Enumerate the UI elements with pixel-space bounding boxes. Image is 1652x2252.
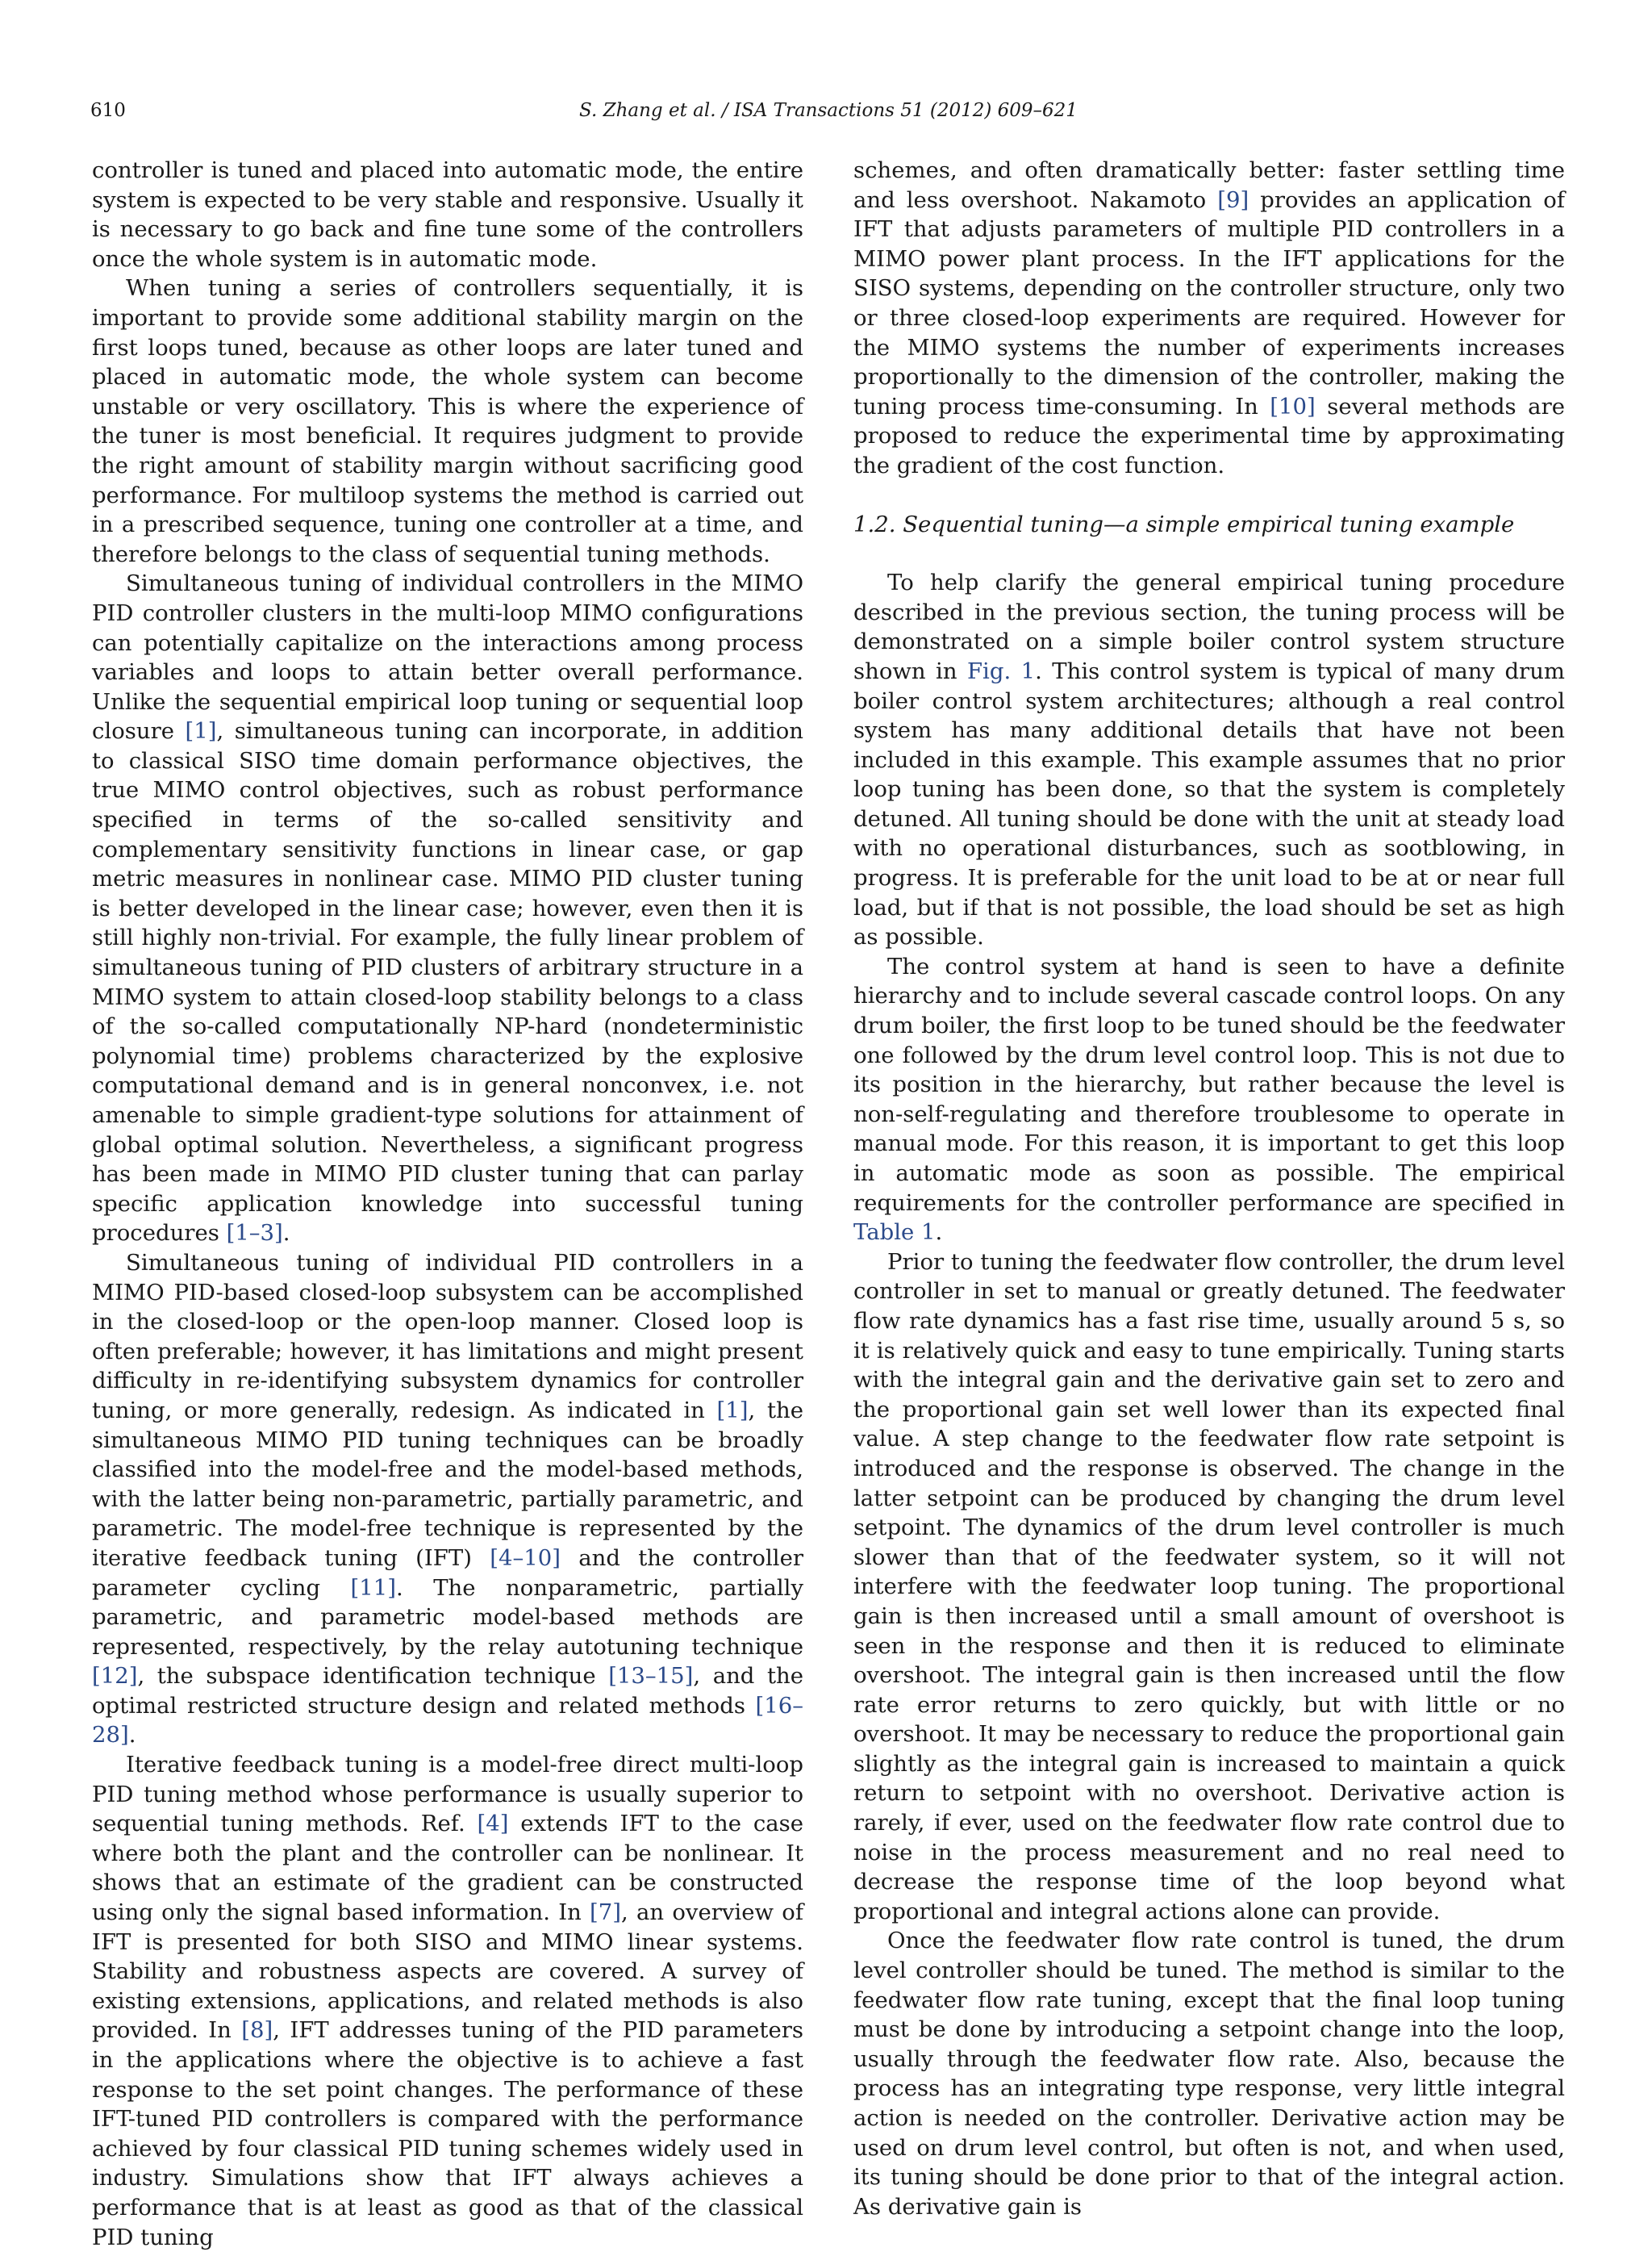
text: and the controller parameter cycling	[92, 1544, 804, 1601]
text: schemes, and often dramatically better: faster settling time and less overshoot. Nakamoto	[853, 157, 1565, 213]
text: , the subspace identification technique	[137, 1663, 609, 1690]
citation-link[interactable]: [9]	[1217, 186, 1249, 213]
paragraph	[853, 568, 1565, 952]
text: , the simultaneous MIMO PID tuning techniques can be broadly classified into the model-free and the model-based methods, with the latter being non-parametric, partially parametric, and parametric. The model-free technique is represented by the iterative feedback tuning (IFT)	[92, 1397, 803, 1571]
journal-reference: S. Zhang et al. / ISA Transactions 51 (2012) 609–621	[579, 100, 1078, 121]
paragraph: controller is tuned and placed into automatic mode, the entire system is expected to be very stable and responsive. Usually it is necessary to go back and fine tune some of the controllers once the whole system is in automatic mode.	[92, 157, 803, 272]
left-column	[92, 156, 803, 2252]
paragraph	[92, 1248, 803, 1750]
text: provides an application of IFT that adjusts parameters of multiple PID controllers in a MIMO power plant process. In the IFT applications for the SISO systems, depending on the controller structure, only two or three closed-loop experiments are required. However for the MIMO systems the number of experiments increases proportionally to the dimension of the controller, making the tuning process time-consuming. In	[853, 186, 1565, 420]
right-column	[853, 156, 1565, 2221]
text: , and the optimal restricted structure design and related methods	[92, 1663, 803, 1719]
text: . The nonparametric, partially parametric, and parametric model-based methods are represented, respectively, by the relay autotuning technique	[92, 1574, 803, 1660]
citation-link[interactable]: [10]	[1270, 393, 1316, 420]
text: Iterative feedback tuning is a model-free direct multi-loop PID tuning method whose performance is usually superior to sequential tuning methods. Ref.	[92, 1752, 803, 1837]
citation-link[interactable]: [1]	[716, 1397, 749, 1423]
text: To help clarify the general empirical tuning procedure described in the previous section, the tuning process will be demonstrated on a simple boiler control system structure shown in	[853, 570, 1565, 684]
paragraph: Once the feedwater flow rate control is tuned, the drum level controller should be tuned. The method is similar to the feedwater flow rate tuning, except that the final loop tuning must be done by introducing a setpoint change into the loop, usually through the feedwater flow rate. Also, because the process has an integrating type response, very little integral action is needed on the controller. Derivative action may be used on drum level control, but often is not, and when used, its tuning should be done prior to that of the integral action. As derivative gain is	[853, 1928, 1565, 2220]
citation-link[interactable]: [4]	[477, 1811, 509, 1837]
text: .	[935, 1219, 943, 1246]
citation-link[interactable]: [12]	[92, 1663, 138, 1690]
page-number: 610	[90, 100, 126, 121]
text: The control system at hand is seen to have a definite hierarchy and to include several cascade control loops. On any drum boiler, the first loop to be tuned should be the feedwater one followed by the drum level control loop. This is not due to its position in the hierarchy, but rather because the level is non-self-regulating and therefore troublesome to operate in manual mode. For this reason, it is important to get this loop in automatic mode as soon as possible. The empirical requirements for the controller performance are specified in	[853, 953, 1565, 1216]
citation-link[interactable]: [4–10]	[490, 1544, 561, 1571]
figure-link[interactable]: Fig. 1	[966, 658, 1036, 684]
text: , an overview of IFT is presented for both SISO and MIMO linear systems. Stability and robustness aspects are covered. A survey of existing extensions, applications, and related methods is also provided. In	[92, 1899, 803, 2044]
text: extends IFT to the case where both the plant and the controller can be nonlinear. It shows that an estimate of the gradient can be constructed using only the signal based information. In	[92, 1811, 804, 1926]
section-heading: 1.2. Sequential tuning—a simple empirical tuning example	[853, 511, 1515, 537]
paragraph: When tuning a series of controllers sequentially, it is important to provide some additional stability margin on the first loops tuned, because as other loops are later tuned and placed in automatic mode, the whole system can become unstable or very oscillatory. This is where the experience of the tuner is most beneficial. It requires judgment to provide the right amount of stability margin without sacrificing good performance. For multiloop systems the method is carried out in a prescribed sequence, tuning one controller at a time, and therefore belongs to the class of sequential tuning methods.	[92, 275, 803, 567]
citation-link[interactable]: [1–3]	[226, 1220, 283, 1247]
text: several methods are proposed to reduce the experimental time by approximating the gradient of the cost function.	[853, 393, 1565, 478]
table-link[interactable]: Table 1	[853, 1219, 936, 1246]
paragraph: Prior to tuning the feedwater flow controller, the drum level controller in set to manual or greatly detuned. The feedwater flow rate dynamics has a fast rise time, usually around 5 s, so it is relatively quick and easy to tune empirically. Tuning starts with the integral gain and the derivative gain set to zero and the proportional gain set well lower than its expected final value. A step change to the feedwater flow rate setpoint is introduced and the response is observed. The change in the latter setpoint can be produced by changing the drum level setpoint. The dynamics of the drum level controller is much slower than that of the feedwater system, so it will not interfere with the feedwater loop tuning. The proportional gain is then increased until a small amount of overshoot is seen in the response and then it is reduced to eliminate overshoot. The integral gain is then increased until the flow rate error returns to zero quickly, but with little or no overshoot. It may be necessary to reduce the proportional gain slightly as the integral gain is increased to maintain a quick return to setpoint with no overshoot. Derivative action is rarely, if ever, used on the feedwater flow rate control due to noise in the process measurement and no real need to decrease the response time of the loop beyond what proportional and integral actions alone can provide.	[853, 1248, 1565, 1924]
text: .	[282, 1220, 290, 1247]
paragraph	[92, 1750, 803, 2252]
citation-link[interactable]: [16–28]	[92, 1692, 803, 1749]
paragraph	[853, 952, 1565, 1247]
text: , simultaneous tuning can incorporate, in addition to classical SISO time domain performance objectives, the true MIMO control objectives, such as robust performance specified in terms of the so-called sensitivity and complementary sensitivity functions in linear case, or gap metric measures in nonlinear case. MIMO PID cluster tuning is better developed in the linear case; however, even then it is still highly non-trivial. For example, the fully linear problem of simultaneous tuning of PID clusters of arbitrary structure in a MIMO system to attain closed-loop stability belongs to a class of the so-called computationally NP-hard (nondeterministic polynomial time) problems characterized by the explosive computational demand and is in general nonconvex, i.e. not amenable to simple gradient-type solutions for attainment of global optimal solution. Nevertheless, a significant progress has been made in MIMO PID cluster tuning that can parlay specific application knowledge into successful tuning procedures	[92, 718, 803, 1247]
citation-link[interactable]: [7]	[590, 1899, 621, 1926]
text: . This control system is typical of many drum boiler control system architectures; although a real control system has many additional details that have not been included in this example. This example assumes that no prior loop tuning has been done, so that the system is completely detuned. All tuning should be done with the unit at steady load with no operational disturbances, such as sootblowing, in progress. It is preferable for the unit load to be at or near full load, but if that is not possible, the load should be set as high as possible.	[853, 658, 1565, 951]
text: Simultaneous tuning of individual PID controllers in a MIMO PID-based closed-loop subsystem can be accomplished in the closed-loop or the open-loop manner. Closed loop is often preferable; however, it has limitations and might present difficulty in re-identifying subsystem dynamics for controller tuning, or more generally, redesign. As indicated in	[92, 1249, 803, 1423]
text: , IFT addresses tuning of the PID parameters in the applications where the objective is to achieve a fast response to the set point changes. The performance of these IFT-tuned PID controllers is compared with the performance achieved by four classical PID tuning schemes widely used in industry. Simulations show that IFT always achieves a performance that is at least as good as that of the classical PID tuning	[92, 2017, 803, 2250]
citation-link[interactable]: [13–15]	[608, 1663, 694, 1690]
paragraph	[853, 156, 1565, 481]
page-header	[90, 100, 1566, 132]
text: .	[128, 1722, 136, 1749]
citation-link[interactable]: [8]	[241, 2017, 273, 2044]
citation-link[interactable]: [11]	[350, 1574, 396, 1601]
text: Simultaneous tuning of individual controllers in the MIMO PID controller clusters in the multi-loop MIMO configurations can potentially capitalize on the interactions among process variables and loops to attain better overall performance. Unlike the sequential empirical loop tuning or sequential loop closure	[92, 570, 803, 745]
paragraph	[92, 569, 803, 1248]
citation-link[interactable]: [1]	[185, 718, 217, 745]
